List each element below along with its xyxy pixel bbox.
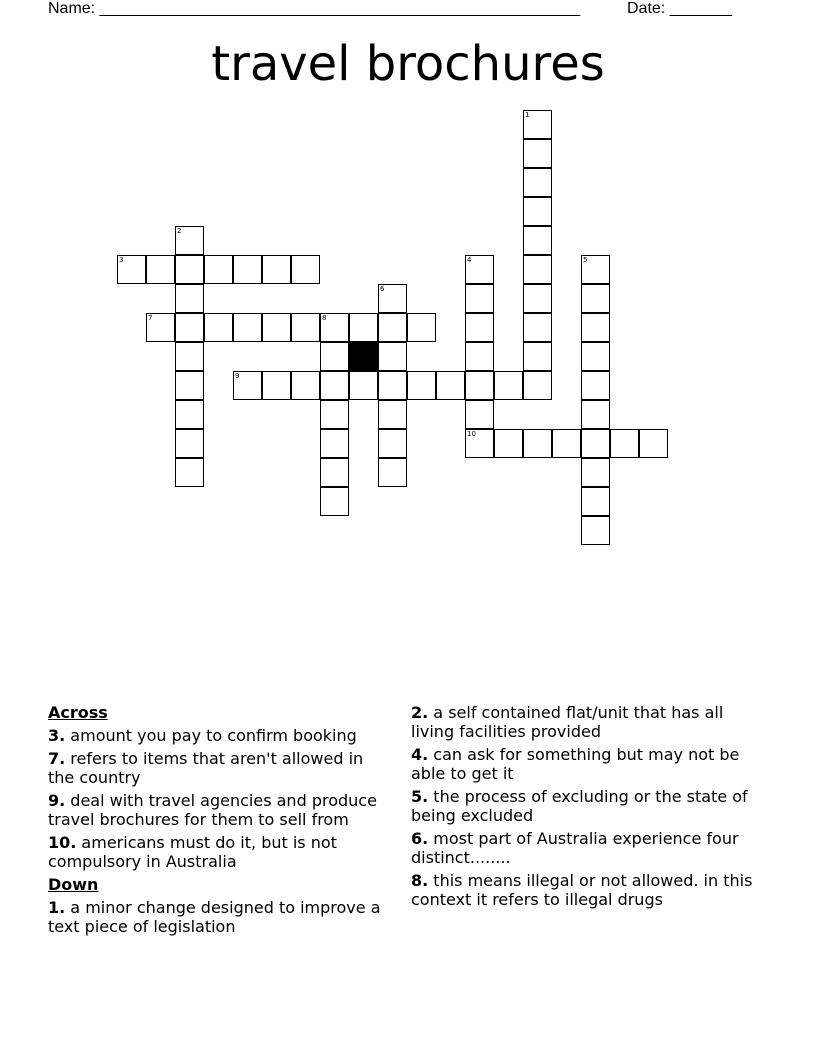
crossword-cell[interactable] [175,342,204,371]
clue-down-2 [411,703,761,741]
clue-number-label: 3 [119,256,124,264]
crossword-cell[interactable] [465,400,494,429]
crossword-cell[interactable] [320,342,349,371]
crossword-cell[interactable] [233,371,262,400]
crossword-cell[interactable] [262,255,291,284]
clue-number: 4. [411,745,429,764]
clue-number-label: 6 [380,285,385,293]
crossword-cell[interactable] [378,313,407,342]
clue-number-label: 5 [583,256,588,264]
crossword-cell[interactable] [581,371,610,400]
clue-down-1 [48,898,393,936]
crossword-cell[interactable] [349,313,378,342]
crossword-cell[interactable] [378,371,407,400]
clue-number: 5. [411,787,429,806]
clue-text: americans must do it, but is not compulsory in Australia [48,833,337,871]
crossword-cell[interactable] [378,429,407,458]
clue-text: most part of Australia experience four distinct........ [411,829,739,867]
crossword-cell[interactable] [465,313,494,342]
clue-number: 8. [411,871,429,890]
crossword-cell[interactable] [581,284,610,313]
crossword-cell[interactable] [291,371,320,400]
crossword-cell[interactable] [494,371,523,400]
crossword-cell[interactable] [291,255,320,284]
clues-right-column [411,703,761,913]
crossword-cell[interactable] [175,371,204,400]
clue-number-label: 4 [467,256,472,264]
crossword-cell[interactable] [262,313,291,342]
clues-left-column [48,703,393,940]
clue-number-label: 9 [235,372,240,380]
crossword-cell[interactable] [552,429,581,458]
crossword-cell[interactable] [378,284,407,313]
crossword-cell[interactable] [494,429,523,458]
crossword-cell[interactable] [320,400,349,429]
crossword-cell[interactable] [465,429,494,458]
clue-number: 6. [411,829,429,848]
crossword-cell[interactable] [436,371,465,400]
clue-number-label: 10 [467,430,476,438]
crossword-cell[interactable] [523,284,552,313]
clue-across-10 [48,833,393,871]
crossword-cell[interactable] [581,458,610,487]
crossword-cell[interactable] [204,255,233,284]
crossword-cell[interactable] [320,313,349,342]
clue-down-6 [411,829,761,867]
crossword-cell[interactable] [378,342,407,371]
crossword-cell[interactable] [581,313,610,342]
clue-down-5 [411,787,761,825]
name-label-text: Name: [48,0,100,17]
date-blank[interactable]: _______ [669,0,732,17]
clue-text: the process of excluding or the state of being excluded [411,787,748,825]
crossword-cell[interactable] [175,458,204,487]
crossword-cell[interactable] [465,255,494,284]
crossword-cell[interactable] [378,458,407,487]
crossword-cell[interactable] [204,313,233,342]
clue-text: amount you pay to confirm booking [65,726,357,745]
crossword-cell[interactable] [407,313,436,342]
crossword-cell[interactable] [349,371,378,400]
crossword-cell[interactable] [320,371,349,400]
clue-text: can ask for something but may not be able to get it [411,745,740,783]
crossword-cell[interactable] [262,371,291,400]
crossword-cell[interactable] [523,197,552,226]
crossword-cell[interactable] [465,284,494,313]
crossword-cell[interactable] [291,313,320,342]
clue-text: a minor change designed to improve a text piece of legislation [48,898,381,936]
clue-number: 3. [48,726,66,745]
crossword-cell[interactable] [639,429,668,458]
across-heading: Across [48,703,108,722]
clue-number: 1. [48,898,66,917]
crossword-cell[interactable] [610,429,639,458]
clue-number: 10. [48,833,77,852]
crossword-cell[interactable] [523,429,552,458]
crossword-cell[interactable] [175,284,204,313]
crossword-cell[interactable] [233,255,262,284]
clue-across-9 [48,791,393,829]
clue-number-label: 2 [177,227,182,235]
crossword-cell[interactable] [175,226,204,255]
black-cell [349,342,378,371]
crossword-cell[interactable] [320,487,349,516]
name-blank[interactable]: ______________________________________________________ [99,0,581,17]
clue-number-label: 1 [525,111,530,119]
crossword-cell[interactable] [581,487,610,516]
crossword-cell[interactable] [523,342,552,371]
crossword-cell[interactable] [581,429,610,458]
clue-number-label: 8 [322,314,327,322]
crossword-cell[interactable] [523,226,552,255]
crossword-cell[interactable] [407,371,436,400]
page-title: travel brochures [211,36,605,92]
clue-number: 2. [411,703,429,722]
crossword-cell[interactable] [465,371,494,400]
clue-down-4 [411,745,761,783]
crossword-cell[interactable] [581,400,610,429]
crossword-cell[interactable] [523,110,552,139]
crossword-cell[interactable] [581,255,610,284]
clue-text: refers to items that aren't allowed in the country [48,749,364,787]
crossword-cell[interactable] [146,255,175,284]
crossword-cell[interactable] [523,168,552,197]
crossword-cell[interactable] [378,400,407,429]
crossword-cell[interactable] [320,429,349,458]
crossword-cell[interactable] [233,313,262,342]
crossword-cell[interactable] [465,342,494,371]
crossword-cell[interactable] [320,458,349,487]
crossword-cell[interactable] [523,313,552,342]
crossword-cell[interactable] [146,313,175,342]
crossword-cell[interactable] [523,139,552,168]
clue-number-label: 7 [148,314,153,322]
clue-text: deal with travel agencies and produce travel brochures for them to sell from [48,791,377,829]
clue-text: this means illegal or not allowed. in this context it refers to illegal drugs [411,871,753,909]
crossword-cell[interactable] [581,516,610,545]
crossword-cell[interactable] [117,255,146,284]
down-heading: Down [48,875,99,894]
crossword-cell[interactable] [581,342,610,371]
clue-down-8 [411,871,761,909]
clue-number: 9. [48,791,66,810]
clue-text: a self contained flat/unit that has all living facilities provided [411,703,724,741]
crossword-cell[interactable] [175,313,204,342]
crossword-cell[interactable] [175,429,204,458]
crossword-cell[interactable] [523,255,552,284]
date-label-text: Date: [627,0,670,17]
crossword-cell[interactable] [175,400,204,429]
clue-across-3 [48,726,393,745]
clue-number: 7. [48,749,66,768]
crossword-cell[interactable] [175,255,204,284]
crossword-cell[interactable] [523,371,552,400]
clue-across-7 [48,749,393,787]
